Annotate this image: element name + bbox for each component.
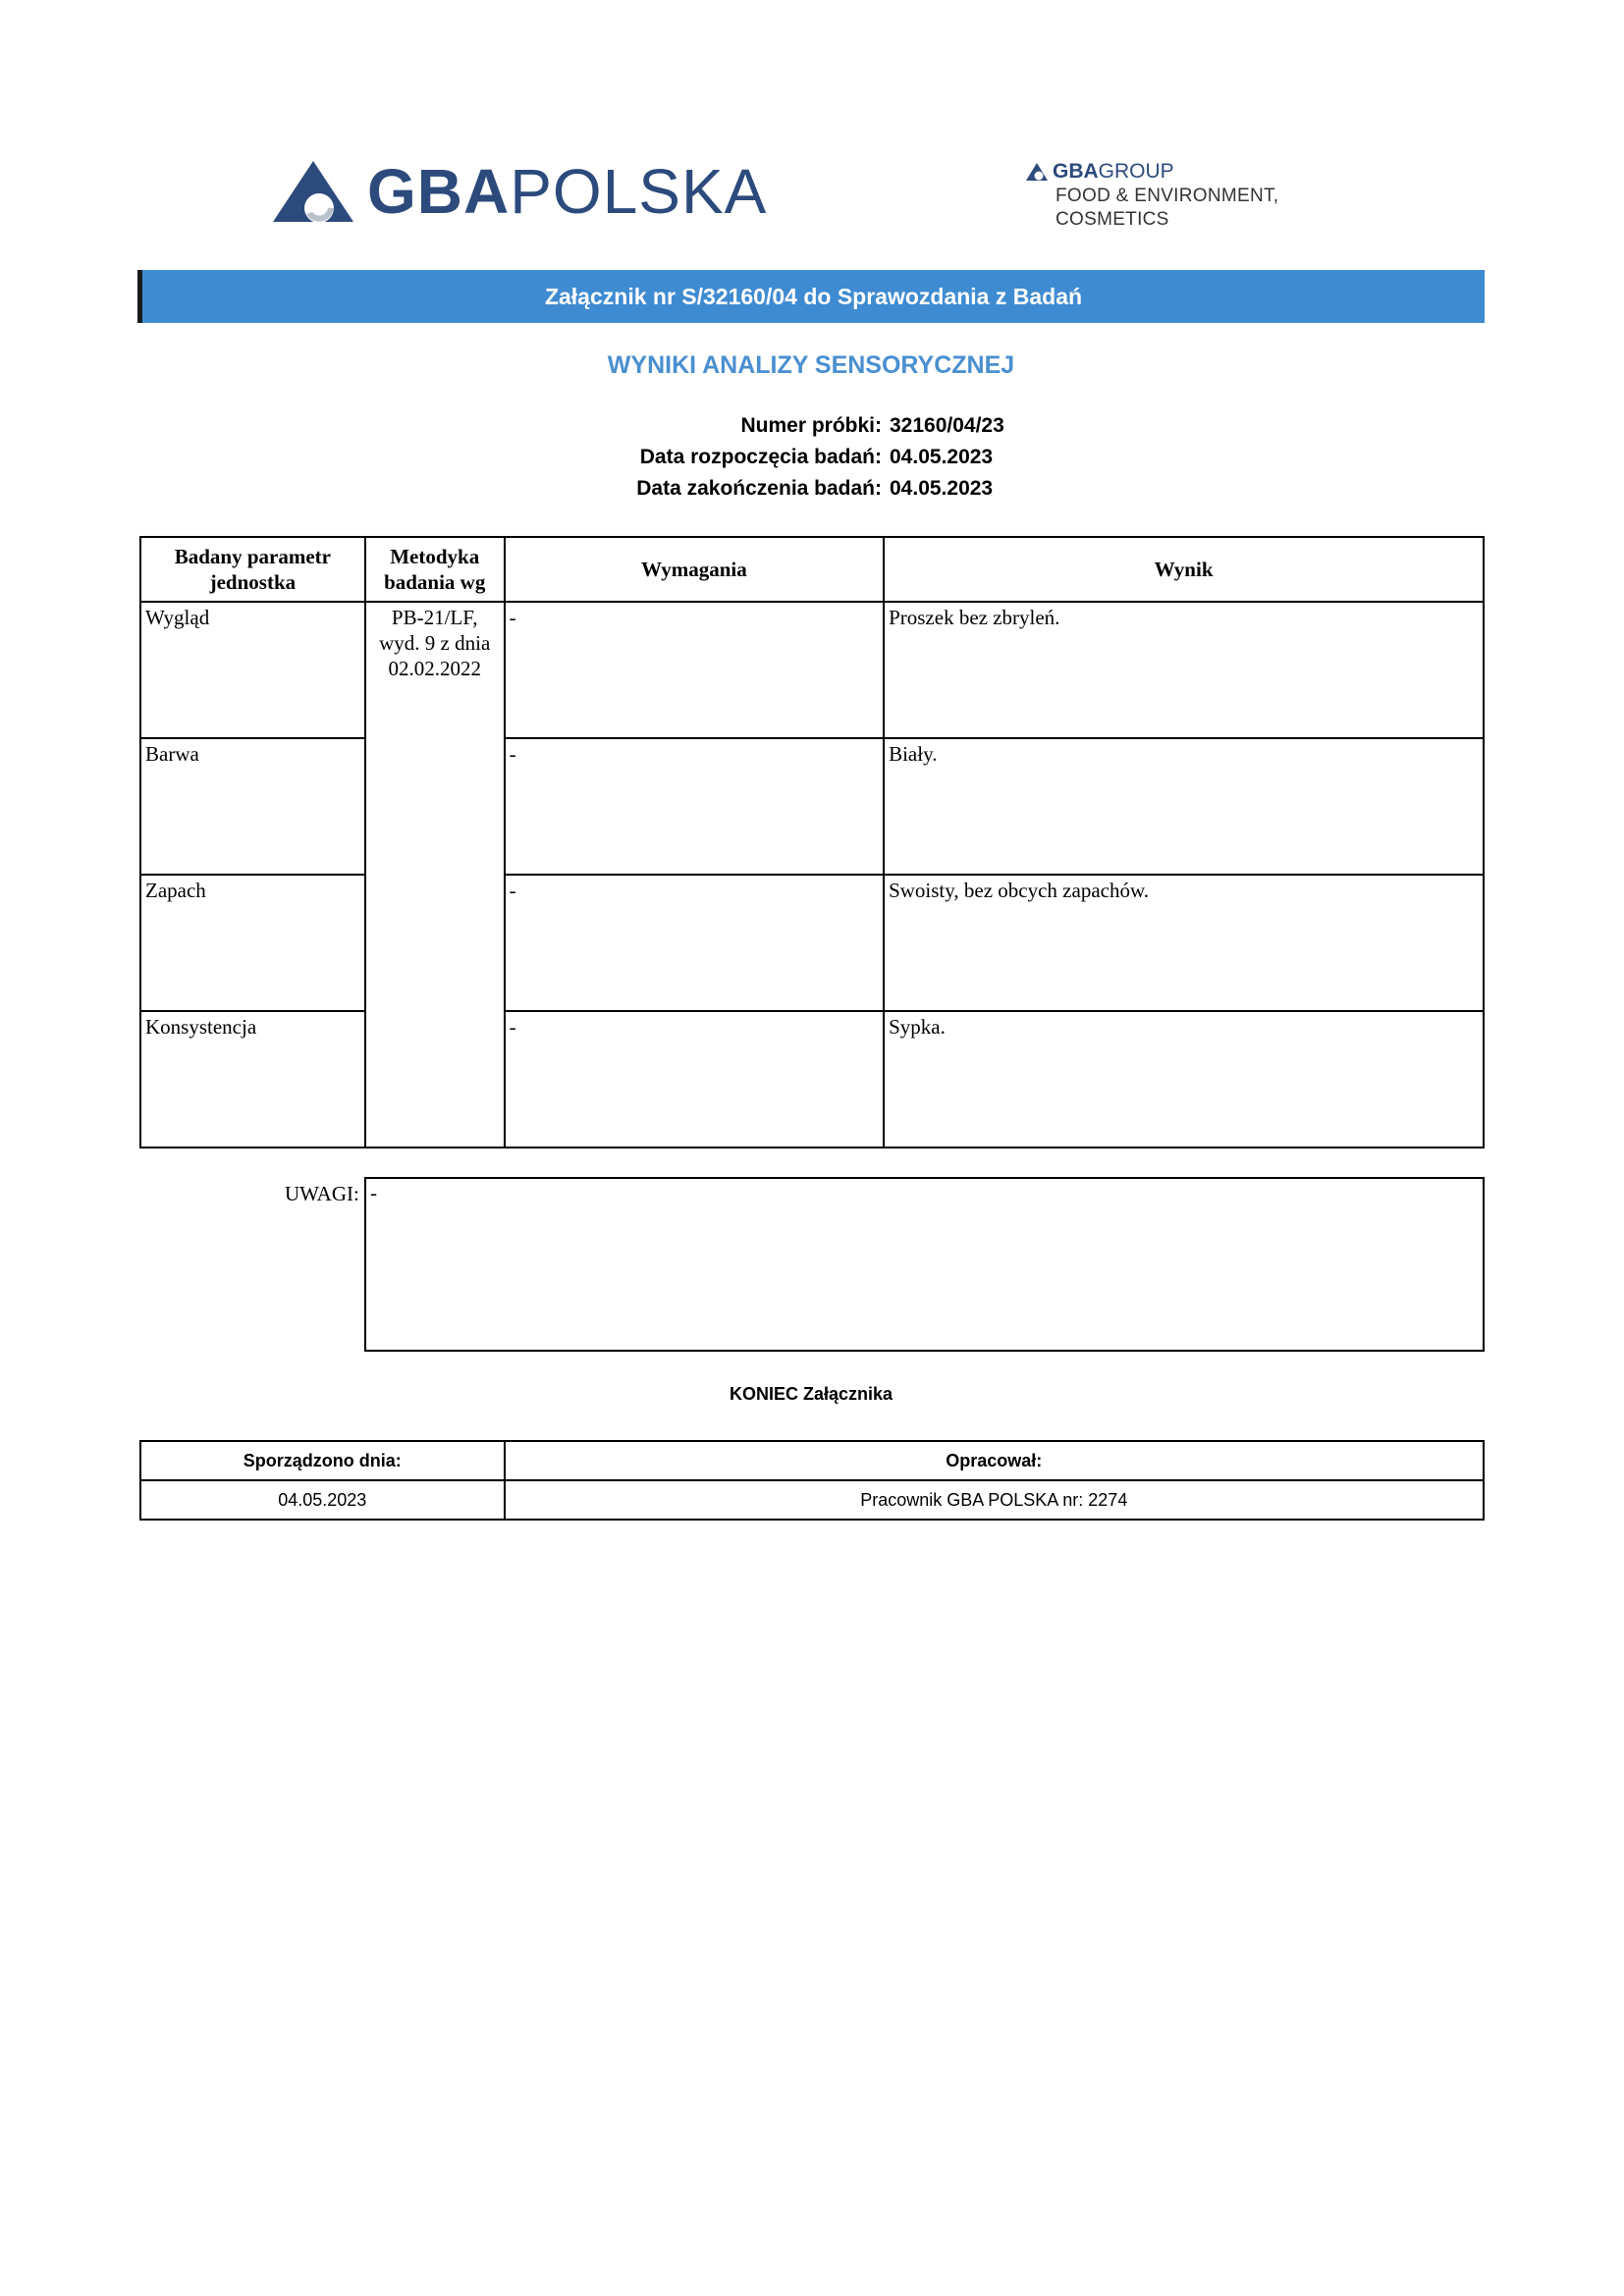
gba-polska-logo [273,157,767,226]
sample-number-value: 32160/04/23 [890,414,1004,437]
result-cell: Proszek bez zbryleń. [884,602,1484,738]
header-parameter: Badany parametr jednostka [140,537,365,602]
result-cell: Swoisty, bez obcych zapachów. [884,875,1484,1011]
prepared-on-value: 04.05.2023 [140,1480,505,1520]
result-cell: Biały. [884,738,1484,875]
end-date-value: 04.05.2023 [890,477,994,500]
requirements-cell: - [505,875,884,1011]
signature-table [139,1440,1485,1521]
gba-logo-mark-icon [273,159,353,224]
header-result: Wynik [884,537,1484,602]
remarks-label: UWAGI: [285,1182,359,1205]
parameter-cell: Wygląd [140,602,365,738]
results-table [139,536,1485,1148]
header-method: Metodyka badania wg [365,537,505,602]
table-row [140,875,1484,1011]
signature-header-row [140,1441,1484,1480]
prepared-on-header: Sporządzono dnia: [140,1441,505,1480]
end-date-row [0,477,1624,507]
sample-number-row [0,414,1624,444]
table-row [140,1011,1484,1148]
start-date-value: 04.05.2023 [890,446,994,468]
end-note: KONIEC Załącznika [729,1384,893,1404]
results-header-row [140,537,1484,602]
requirements-cell: - [505,1011,884,1148]
sample-number-label: Numer próbki: [740,414,882,437]
table-row [140,738,1484,875]
remarks-box: - [364,1177,1485,1352]
parameter-cell: Barwa [140,738,365,875]
signature-value-row [140,1480,1484,1520]
group-logo-line1: FOOD & ENVIRONMENT, [1056,186,1279,206]
section-title: WYNIKI ANALIZY SENSORYCZNEJ [607,351,1015,379]
prepared-by-value: Pracownik GBA POLSKA nr: 2274 [505,1480,1484,1520]
start-date-row [0,446,1624,475]
prepared-by-header: Opracował: [505,1441,1484,1480]
group-logo-gba: GBA [1053,160,1099,183]
table-row [140,602,1484,738]
parameter-cell: Konsystencja [140,1011,365,1148]
gba-group-logo [1026,159,1278,232]
logo-gba-text: GBA [367,156,511,227]
logo-polska-text: POLSKA [510,156,768,227]
method-cell: PB-21/LF, wyd. 9 z dnia 02.02.2022 [365,602,505,1148]
group-logo-group: GROUP [1098,160,1174,183]
requirements-cell: - [505,738,884,875]
attachment-title: Załącznik nr S/32160/04 do Sprawozdania z Badań [544,283,1083,309]
parameter-cell: Zapach [140,875,365,1011]
result-cell: Sypka. [884,1011,1484,1148]
gba-group-mark-icon [1026,163,1048,181]
requirements-cell: - [505,602,884,738]
attachment-banner [137,270,1485,323]
start-date-label: Data rozpoczęcia badań: [639,446,882,468]
end-date-label: Data zakończenia badań: [636,477,882,500]
header-requirements: Wymagania [505,537,884,602]
group-logo-line2: COSMETICS [1056,209,1169,230]
